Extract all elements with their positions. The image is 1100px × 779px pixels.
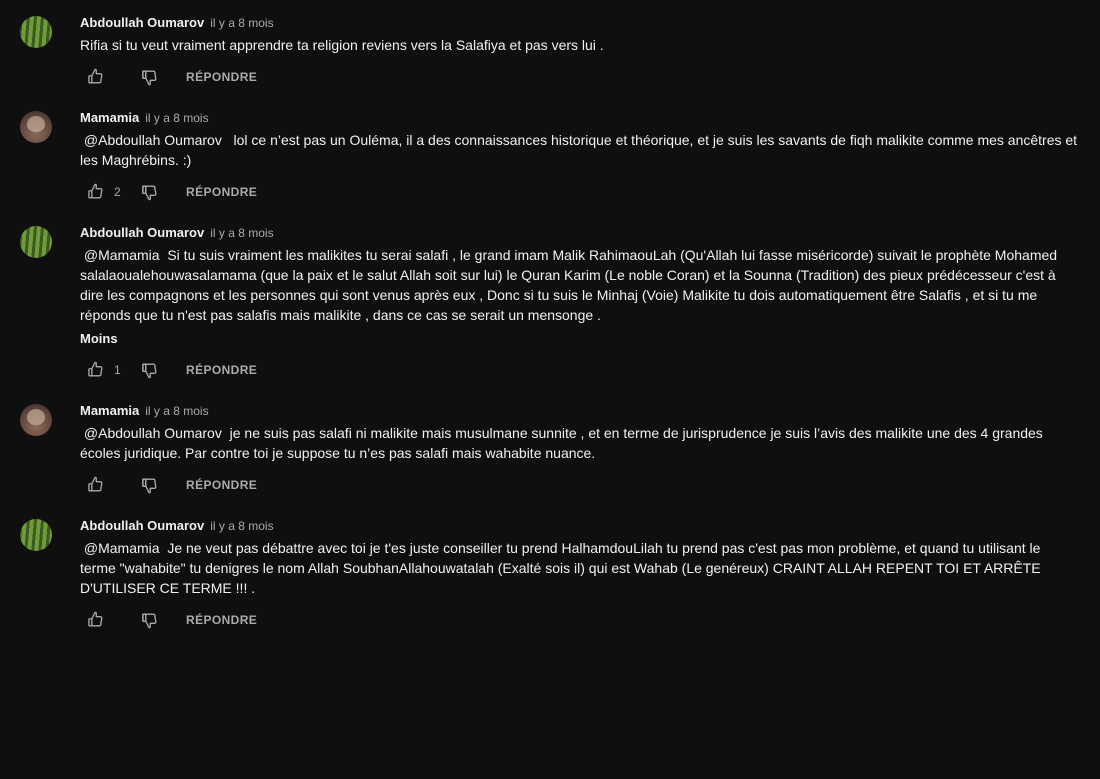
thumbs-down-icon[interactable] <box>134 604 166 636</box>
thumbs-down-icon[interactable] <box>134 176 166 208</box>
comment-body <box>80 218 1080 390</box>
comment-author[interactable]: Mamamia <box>80 110 140 125</box>
avatar[interactable] <box>20 404 52 436</box>
avatar[interactable] <box>20 226 52 258</box>
thumbs-up-icon[interactable] <box>80 354 112 386</box>
comment-author[interactable]: Mamamia <box>80 403 140 418</box>
thumbs-down-icon[interactable] <box>134 354 166 386</box>
comment-text: Rifia si tu veut vraiment apprendre ta religion reviens vers la Salafiya et pas vers lui . <box>80 37 604 53</box>
comment-header <box>80 224 1080 242</box>
show-less-button[interactable]: Moins <box>80 331 118 346</box>
thumbs-down-icon[interactable] <box>134 61 166 93</box>
comment-text: @Abdoullah Oumarov je ne suis pas salafi ni malikite mais musulmane sunnite , et en terme de jurisprudence je suis l’avis des malikite une des 4 grandes écoles juridique. Par contre toi je suppose tu n’es pas salafi mais wahabite nuance. <box>80 425 1047 461</box>
thumbs-up-icon[interactable] <box>80 176 112 208</box>
comment-body <box>80 396 1080 505</box>
reply-button[interactable]: RÉPONDRE <box>186 185 258 199</box>
avatar-column <box>20 511 80 640</box>
comment-item <box>0 396 1100 505</box>
reply-button[interactable]: RÉPONDRE <box>186 363 258 377</box>
comment-actions <box>80 600 1080 640</box>
thumbs-up-icon[interactable] <box>80 604 112 636</box>
comment-header <box>80 402 1080 420</box>
comment-author[interactable]: Abdoullah Oumarov <box>80 225 205 240</box>
comment-body <box>80 511 1080 640</box>
comment-body <box>80 103 1080 212</box>
comment-header <box>80 109 1080 127</box>
comment-text: @Mamamia Si tu suis vraiment les malikites tu serai salafi , le grand imam Malik RahimaouLah (Qu'Allah lui fasse miséricorde) suivait le prophète Mohamed salalaoualehouwasalamama (que la paix et le salut Allah soit sur lui) le Quran Karim (Le noble Coran) et la Sounna (Tradition) des pieux prédécesseur c'est à dire les compagnons et les personnes qui sont venus après eux , Donc si tu suis le Minhaj (Voie) Malikite tu dois automatiquement être Salafis , et si tu me réponds que tu n'est pas salafis mais malikite , dans ce cas se serait un mensonge . <box>80 247 1061 323</box>
comment-item <box>0 103 1100 212</box>
avatar[interactable] <box>20 111 52 143</box>
like-count: 1 <box>114 363 121 377</box>
comment-timestamp[interactable]: il y a 8 mois <box>210 16 274 30</box>
comment-body <box>80 8 1080 97</box>
avatar-column <box>20 396 80 505</box>
thumbs-up-icon[interactable] <box>80 61 112 93</box>
reply-button[interactable]: RÉPONDRE <box>186 613 258 627</box>
comment-text: @Abdoullah Oumarov lol ce n’est pas un Ouléma, il a des connaissances historique et théorique, et je suis les savants de fiqh malikite comme mes ancêtres et les Maghrébins. :) <box>80 132 1081 168</box>
thumbs-down-icon[interactable] <box>134 469 166 501</box>
comment-actions <box>80 172 1080 212</box>
avatar[interactable] <box>20 16 52 48</box>
thumbs-up-icon[interactable] <box>80 469 112 501</box>
comment-timestamp[interactable]: il y a 8 mois <box>210 226 274 240</box>
avatar-column <box>20 8 80 97</box>
reply-button[interactable]: RÉPONDRE <box>186 478 258 492</box>
comment-actions <box>80 465 1080 505</box>
comment-actions <box>80 350 1080 390</box>
reply-button[interactable]: RÉPONDRE <box>186 70 258 84</box>
comment-timestamp[interactable]: il y a 8 mois <box>145 111 209 125</box>
avatar[interactable] <box>20 519 52 551</box>
avatar-column <box>20 103 80 212</box>
comment-item <box>0 218 1100 390</box>
comment-actions <box>80 57 1080 97</box>
comment-item <box>0 8 1100 97</box>
comment-author[interactable]: Abdoullah Oumarov <box>80 518 205 533</box>
like-count: 2 <box>114 185 121 199</box>
comment-author[interactable]: Abdoullah Oumarov <box>80 15 205 30</box>
comment-text: @Mamamia Je ne veut pas débattre avec toi je t'es juste conseiller tu prend HalhamdouLilah tu prend pas c'est pas mon problème, et quand tu utilisant le terme "wahabite" tu denigres le nom Allah SoubhanAllahouwatalah (Exalté sois il) qui est Wahab (Le genéreux) CRAINT ALLAH REPENT TOI ET ARRÊTE D'UTILISER CE TERME !!! . <box>80 540 1045 596</box>
avatar-column <box>20 218 80 390</box>
comment-item <box>0 511 1100 640</box>
comment-timestamp[interactable]: il y a 8 mois <box>145 404 209 418</box>
comment-header <box>80 14 1080 32</box>
comment-timestamp[interactable]: il y a 8 mois <box>210 519 274 533</box>
comment-header <box>80 517 1080 535</box>
